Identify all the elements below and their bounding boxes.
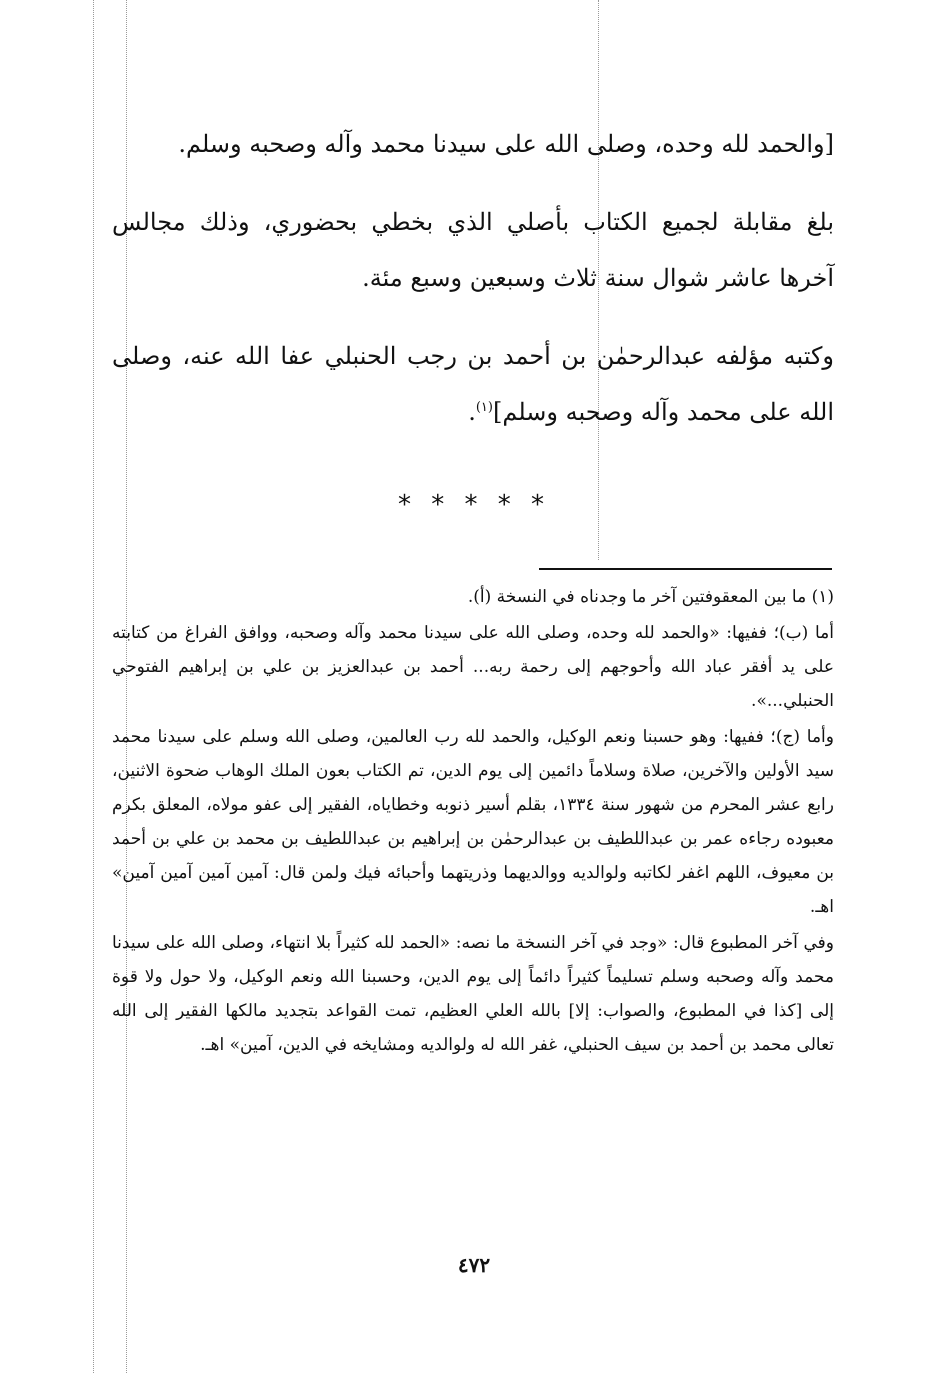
section-separator-stars: * * * * * bbox=[397, 490, 551, 520]
footnote-paragraph: وأما (ج)؛ ففيها: وهو حسبنا ونعم الوكيل، والحمد لله رب العالمين، وصلى الله وسلم على سيدنا محمد سيد الأولين والآخرين، صلاة وسلاماً دائمين إلى يوم الدين، تم الكتاب بعون الملك الوهاب ضحوة الاثنين، رابع عشر المحرم من شهور سنة ١٣٣٤، بقلم أسير ذنوبه وخطاياه، الفقير إلى عفو مولاه، المعلق بكرم معبوده رجاءه عمر بن عبداللطيف بن عبدالرحمٰن بن إبراهيم بن عبداللطيف بن محمد بن علي بن أحمد بن معيوف، اللهم اغفر لكاتبه ولوالديه ووالديهما وذريتهما وأحبائه فيك ولمن قال: آمين آمين آمين آمين» اهـ. bbox=[112, 727, 834, 917]
main-paragraph: بلغ مقابلة لجميع الكتاب بأصلي الذي بخطي بحضوري، وذلك مجالس آخرها عاشر شوال سنة ثلاث وسبعين وسبع مئة. bbox=[112, 208, 834, 292]
scan-guide-line bbox=[93, 0, 94, 1373]
page-number: ٤٧٢ bbox=[457, 1253, 491, 1277]
end-punctuation: . bbox=[468, 398, 476, 426]
footnote-paragraph: أما (ب)؛ ففيها: «والحمد لله وحده، وصلى الله على سيدنا محمد وآله وصحبه، ووافق الفراغ من كتابته على يد أفقر عباد الله وأحوجهم إلى رحمة ربه... أحمد بن عبدالعزيز بن علي بن إبراهيم الفتوحي الحنبلي...». bbox=[112, 623, 834, 711]
footnote-paragraph: (١) ما بين المعقوفتين آخر ما وجدناه في النسخة (أ). bbox=[467, 587, 834, 607]
main-text bbox=[112, 116, 834, 440]
main-paragraph bbox=[112, 328, 834, 440]
main-paragraph: [والحمد لله وحده، وصلى الله على سيدنا محمد وآله وصحبه وسلم. bbox=[178, 130, 834, 158]
main-paragraph-text: وكتبه مؤلفه عبدالرحمٰن بن أحمد بن رجب الحنبلي عفا الله عنه، وصلى الله على محمد وآله وصحبه وسلم] bbox=[112, 342, 834, 426]
footnote-reference: (١) bbox=[475, 400, 493, 415]
footnote-paragraph: وفي آخر المطبوع قال: «وجد في آخر النسخة ما نصه: «الحمد لله كثيراً بلا انتهاء، وصلى الله على سيدنا محمد وآله وصحبه وسلم تسليماً كثيراً دائماً إلى يوم الدين، وحسبنا الله ونعم الوكيل، ولا حول ولا قوة إلى [كذا في المطبوع، والصواب: إلا] بالله العلي العظيم، تمت القواعد بتجديد مالكها الفقير إلى الله تعالى محمد بن أحمد بن سيف الحنبلي، غفر الله له ولوالديه ومشايخه في الدين، آمين» اهـ. bbox=[112, 933, 834, 1055]
footnote-rule bbox=[539, 568, 832, 570]
footnotes bbox=[112, 580, 834, 1062]
